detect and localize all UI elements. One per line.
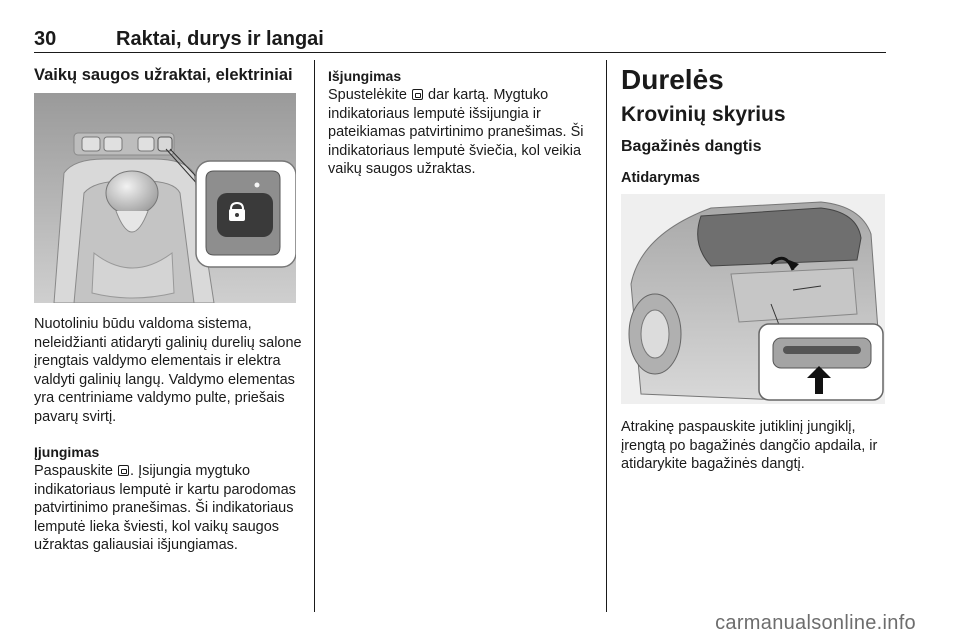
on-text-after-icon: . Įsijungia mygtuko indikatoriaus lemputė ir kartu parodomas patvirtinimo pranešimas. Ši indikatoriaus lemputė lieka šviesti, kol vaikų saugos užraktas galiausiai išjungiamas. <box>34 463 296 553</box>
page-header <box>34 28 886 52</box>
heading-doors: Durelės <box>621 64 724 95</box>
child-lock-inline-icon <box>412 89 423 100</box>
running-title: Raktai, durys ir langai <box>116 28 324 50</box>
column-divider-2 <box>606 60 607 612</box>
heading-opening: Atidarymas <box>621 170 700 186</box>
column-3 <box>621 58 887 474</box>
console-illustration <box>34 93 296 303</box>
column-divider-1 <box>314 60 315 612</box>
intro-paragraph: Nuotoliniu būdu valdoma sistema, neleidžianti atidaryti galinių durelių salone įrengtais valdymo elementais ir elektra valdyti galinių langų. Valdymo elementas yra centriniame valdymo pulte, priešais pavarų svirtį. <box>34 316 302 425</box>
column-2 <box>328 58 594 179</box>
opening-paragraph: Atrakinę paspauskite jutiklinį jungiklį, įrengtą po bagažinės dangčio apdaila, ir atidarykite bagažinės dangtį. <box>621 419 878 472</box>
child-lock-inline-icon <box>118 465 129 476</box>
off-paragraph <box>328 86 594 179</box>
tailgate-illustration <box>621 194 885 404</box>
on-text-before-icon: Paspauskite <box>34 463 118 479</box>
on-heading: Įjungimas <box>34 444 100 460</box>
watermark: carmanualsonline.info <box>715 612 916 634</box>
on-paragraph <box>34 462 304 555</box>
column-1 <box>34 58 304 555</box>
section-title: Vaikų saugos užraktai, elektriniai <box>34 66 293 84</box>
heading-cargo: Krovinių skyrius <box>621 103 786 126</box>
heading-tailgate: Bagažinės dangtis <box>621 138 762 155</box>
page-number: 30 <box>34 28 57 50</box>
header-rule <box>34 52 886 53</box>
off-text-after-icon: dar kartą. Mygtuko indikatoriaus lemputė išsijungia ir pateikiamas patvirtinimo pranešimas. Ši indikatoriaus lemputė šviečia, kol veikia vaikų saugos užraktas. <box>328 87 584 177</box>
off-text-before-icon: Spustelėkite <box>328 87 412 103</box>
off-heading: Išjungimas <box>328 68 402 84</box>
